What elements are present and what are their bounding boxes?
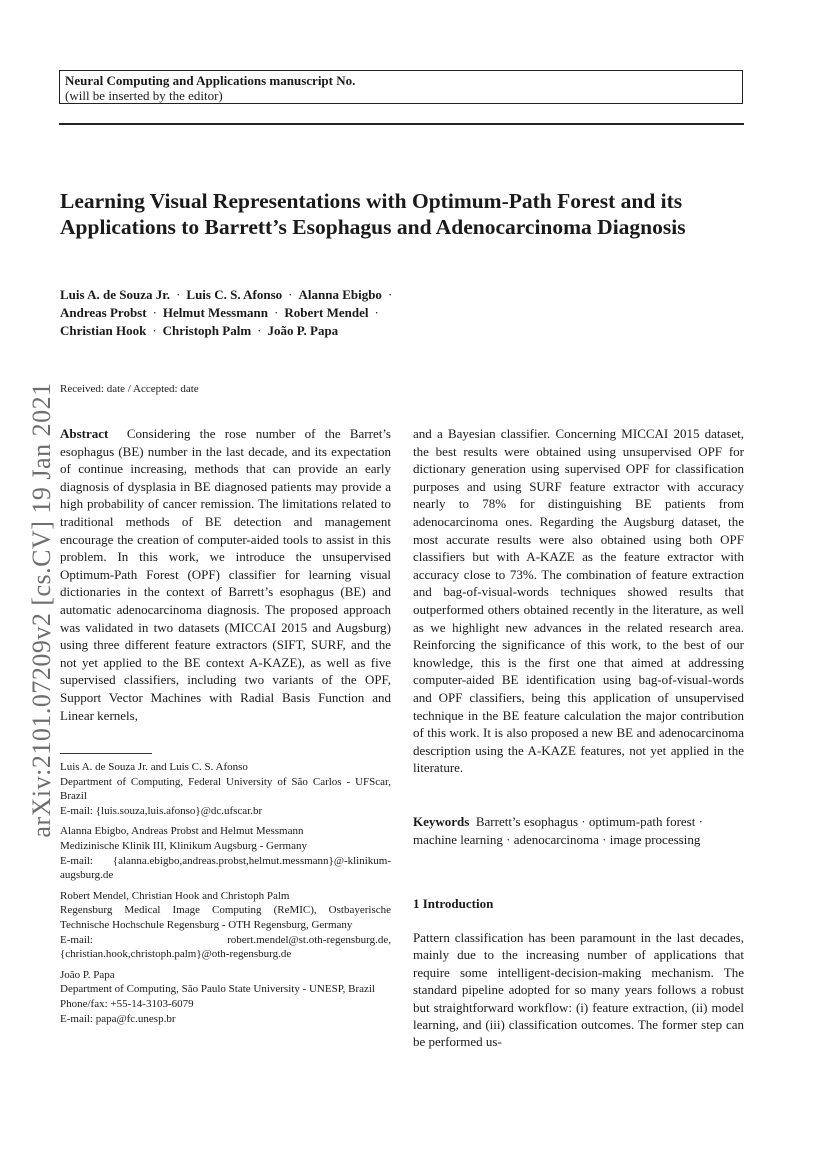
author-name: Luis C. S. Afonso [186,287,283,302]
abstract-label: Abstract [60,426,109,441]
affiliation-names: Robert Mendel, Christian Hook and Christoph Palm [60,889,290,902]
affiliation-dept: Regensburg Medical Image Computing (ReMIC), Ostbayerische Technische Hochschule Regensburg - OTH Regensburg, Germany [60,904,391,931]
affiliation-email: E-mail: {alanna.ebigbo,andreas.probst,helmut.messmann}@-klinikum-augsburg.de [60,854,391,882]
arxiv-identifier: arXiv:2101.07209v2 [cs.CV] 19 Jan 2021 [27,382,56,838]
affiliation-block [60,824,391,882]
author-separator: · [152,305,157,320]
affiliation-names: João P. Papa [60,968,115,981]
author-separator: · [176,287,181,302]
author-separator: · [387,287,393,302]
author-list [60,286,560,340]
abstract-right-column [413,425,744,777]
author-separator: · [152,323,157,338]
received-date: Received: date / Accepted: date [60,383,199,395]
affiliation-email: E-mail: papa@fc.unesp.br [60,1012,176,1025]
author-line-1 [60,286,560,304]
author-name: Andreas Probst [60,305,147,320]
author-line-3 [60,322,560,340]
author-name: Christian Hook [60,323,147,338]
section-heading-introduction: 1 Introduction [413,896,494,911]
affiliation-dept: Department of Computing, Federal University of São Carlos - UFScar, Brazil [60,775,391,803]
author-separator: · [288,287,293,302]
introduction-paragraph: Pattern classification has been paramount in the last decades, mainly due to the increasing number of applications that require some intelligent-decision-making mechanism. The standard pipeline adopted for so many years follows a robust but straightforward workflow: (i) feature extraction, (ii) model learning, and (iii) classification outcomes. The former step can be performed us- [413,930,744,1050]
keywords [413,813,744,848]
footnote-rule [60,753,152,754]
affiliation-dept: Department of Computing, São Paulo State University - UNESP, Brazil [60,983,375,996]
affiliations [60,760,391,1032]
affiliation-phone: Phone/fax: +55-14-3103-6079 [60,997,194,1010]
affiliation-block [60,760,391,818]
abstract-paragraph [60,425,391,724]
affiliation-names: Alanna Ebigbo, Andreas Probst and Helmut Messmann [60,825,304,838]
affiliation-block [60,889,391,962]
author-separator: · [374,305,379,320]
keywords-label: Keywords [413,814,470,829]
author-name: João P. Papa [267,323,339,338]
affiliation-dept: Medizinische Klinik III, Klinikum Augsburg - Germany [60,839,307,852]
journal-name: Neural Computing and Applications manuscript No. [65,73,356,88]
journal-note: (will be inserted by the editor) [65,88,223,103]
paper-title: Learning Visual Representations with Optimum-Path Forest and its Applications to Barrett’s Esophagus and Adenocarcinoma Diagnosis [60,189,686,239]
author-separator: · [274,305,279,320]
affiliation-block [60,968,391,1026]
header-rule [59,123,744,125]
author-name: Helmut Messmann [162,305,268,320]
author-name: Luis A. de Souza Jr. [60,287,171,302]
abstract-left-column [60,425,391,724]
journal-header-box [59,70,743,104]
keywords-text: Barrett’s esophagus · optimum-path forest · machine learning · adenocarcinoma · image processing [413,814,703,847]
abstract-text-left: Considering the rose number of the Barret’s esophagus (BE) number in the last decade, and its expectation of continue increasing, methods that can provide an early diagnosis of dysplasia in BE diagnosed patients may provide a high probability of cancer remission. The limitations related to traditional methods of BE detection and management encourage the creation of computer-aided tools to assist in this problem. In this work, we introduce the unsupervised Optimum-Path Forest (OPF) classifier for learning visual dictionaries in the context of Barrett’s esophagus (BE) and automatic adenocarcinoma diagnosis. The proposed approach was validated in two datasets (MICCAI 2015 and Augsburg) using three different feature extractors (SIFT, SURF, and the not yet applied to the BE context A-KAZE), as well as five supervised classifiers, including two variants of the OPF, Support Vector Machines with Radial Basis Function and Linear kernels, [60,426,391,723]
abstract-text-right: and a Bayesian classifier. Concerning MICCAI 2015 dataset, the best results were obtained using unsupervised OPF for dictionary generation using supervised OPF for classification purposes and using SURF feature extractor with accuracy nearly to 78% for distinguishing BE patients from adenocarcinoma ones. Regarding the Augsburg dataset, the most accurate results were also obtained using both OPF classifiers but with A-KAZE as the feature extractor with accuracy close to 73%. The combination of feature extraction and bag-of-visual-words techniques showed results that outperformed others obtained recently in the literature, as well as we highlight new advances in the related research area. Reinforcing the significance of this work, to the best of our knowledge, this is the first one that aimed at addressing computer-aided BE identification using bag-of-visual-words and OPF classifiers, being this application of unsupervised technique in the BE feature calculation the major contribution of this work. It is also proposed a new BE and adenocarcinoma description using the A-KAZE features, not yet applied in the literature. [413,426,744,776]
affiliation-names: Luis A. de Souza Jr. and Luis C. S. Afonso [60,761,248,773]
author-name: Robert Mendel [284,305,369,320]
affiliation-email: E-mail: robert.mendel@st.oth-regensburg.de, {christian.hook,christoph.palm}@oth-regensburg.de [60,933,391,961]
author-line-2 [60,304,560,322]
author-name: Christoph Palm [162,323,252,338]
author-separator: · [257,323,262,338]
affiliation-email: E-mail: {luis.souza,luis.afonso}@dc.ufscar.br [60,804,263,817]
author-name: Alanna Ebigbo [298,287,382,302]
